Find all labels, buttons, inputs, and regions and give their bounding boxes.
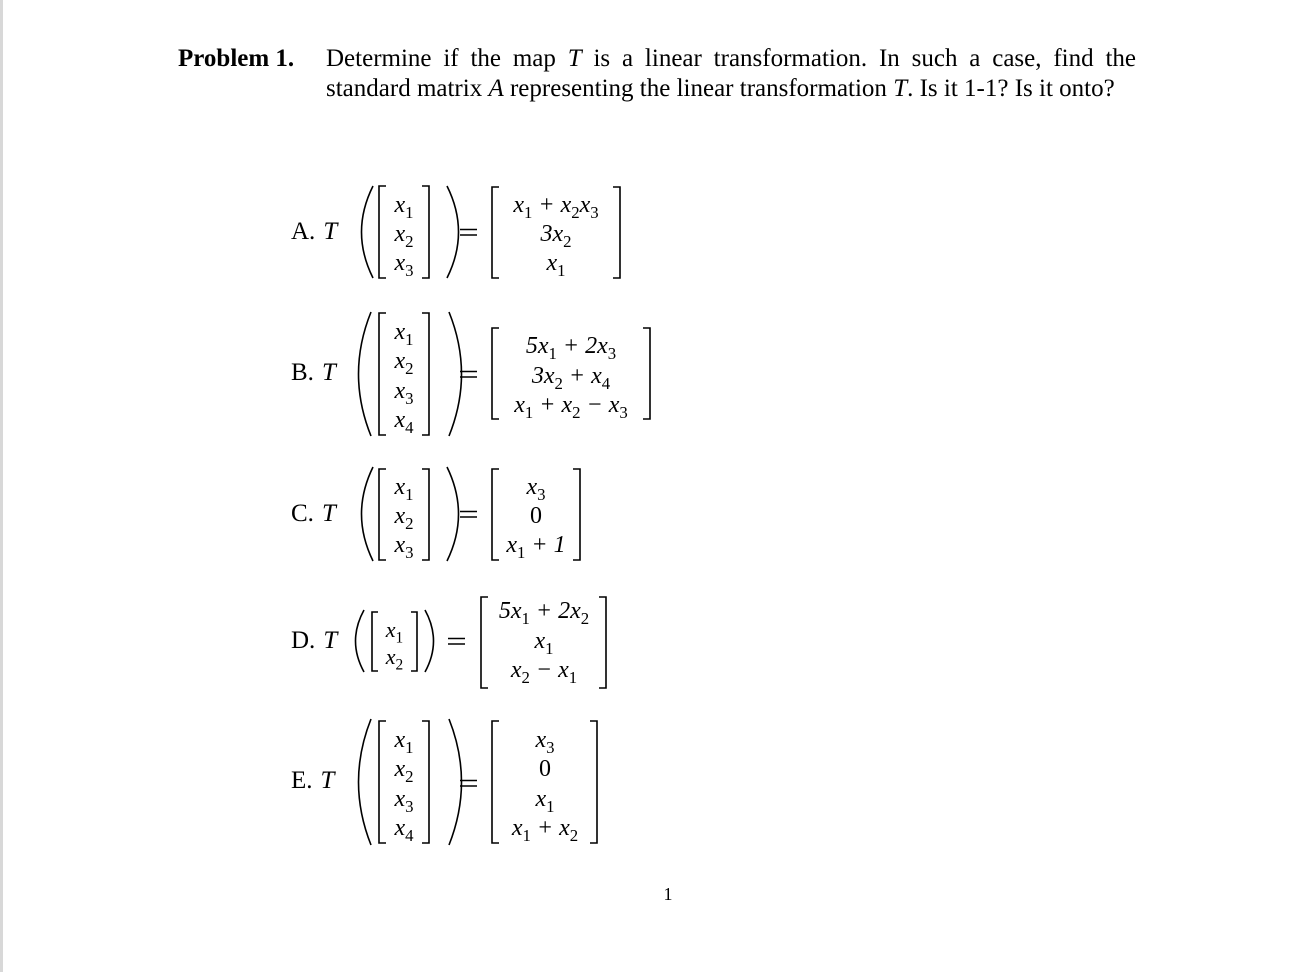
output-entry: $3x_2 + x_4$ [531, 363, 611, 393]
item-label: B. T [291, 359, 336, 386]
vector-entry: $x_1$ [394, 319, 414, 349]
output-entry: $5x_1 + 2x_2$ [498, 598, 590, 628]
output-entry: $x_1 + 1$ [506, 532, 566, 562]
output-entry: $3x_2$ [540, 221, 572, 251]
vector-entry: $x_2$ [385, 644, 404, 674]
vector-entry: $x_3$ [394, 378, 414, 408]
vector-entry: $x_2$ [394, 348, 414, 378]
output-entry: $5x_1 + 2x_3$ [525, 333, 617, 363]
output-entry: $x_3$ [526, 474, 546, 504]
vector-entry: $x_3$ [394, 532, 414, 562]
item-label: D. T [291, 627, 338, 654]
page-edge [0, 0, 3, 972]
page-number: 1 [663, 884, 673, 904]
output-entry: $x_1 + x_2x_3$ [513, 192, 599, 222]
output-entry: 0 [539, 756, 551, 782]
vector-entry: $x_1$ [394, 727, 414, 757]
item-label: C. T [291, 500, 336, 527]
vector-entry: $x_2$ [394, 756, 414, 786]
vector-entry: $x_3$ [394, 786, 414, 816]
problem-text: Determine if the map T is a linear transformation. In such a case, find the standard matrix A representing the linear transformation T. Is it 1-1? Is it onto? [326, 45, 1136, 102]
item-label: A. T [291, 218, 338, 245]
vector-entry: $x_3$ [394, 250, 414, 280]
vector-entry: $x_2$ [394, 221, 414, 251]
output-entry: $x_1 + x_2 - x_3$ [514, 392, 628, 422]
vector-entry: $x_2$ [394, 503, 414, 533]
vector-entry: $x_4$ [394, 407, 414, 437]
output-entry: $x_3$ [535, 727, 555, 757]
vector-entry: $x_1$ [394, 192, 414, 222]
output-entry: $x_1$ [535, 786, 555, 816]
vector-entry: $x_1$ [394, 474, 414, 504]
output-entry: 0 [530, 503, 542, 529]
vector-entry: $x_1$ [385, 617, 404, 647]
problem-label: Problem 1. [178, 45, 295, 72]
output-entry: $x_1$ [546, 250, 566, 280]
item-label: E. T [291, 767, 335, 794]
vector-entry: $x_4$ [394, 815, 414, 845]
output-entry: $x_1 + x_2$ [511, 815, 579, 845]
output-entry: $x_1$ [534, 628, 554, 658]
output-entry: $x_2 - x_1$ [510, 657, 578, 687]
